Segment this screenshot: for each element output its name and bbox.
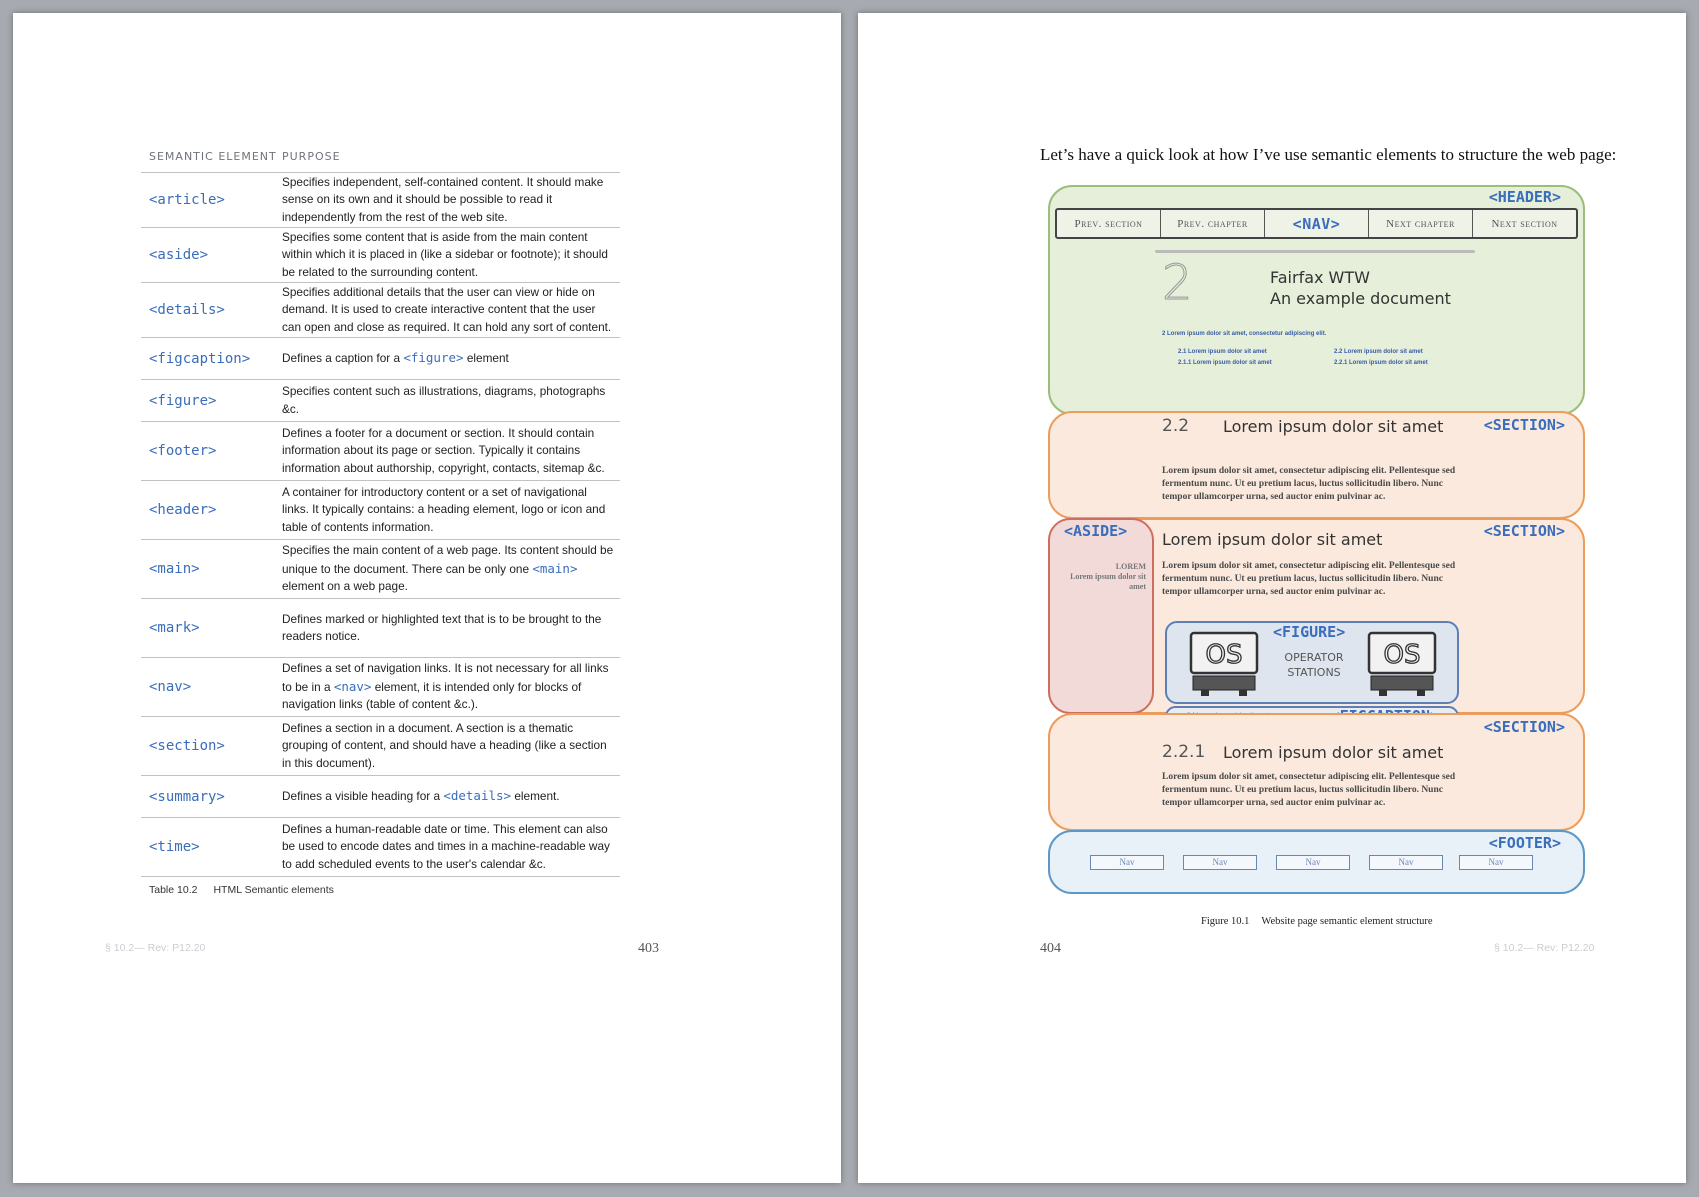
purpose-cell: Specifies some content that is aside from the main content within which it is placed in (like a sidebar or footnote); it should be related to the surrounding content. — [282, 229, 608, 279]
table-row — [141, 228, 620, 283]
element-cell: <nav> — [149, 679, 192, 695]
element-cell: <details> — [149, 302, 225, 318]
semantic-elements-table — [141, 141, 620, 877]
chapter-title: Fairfax WTW An example document — [1270, 268, 1451, 308]
table-row — [141, 380, 620, 422]
purpose-cell: Defines marked or highlighted text that is to be brought to the readers notice. — [282, 611, 602, 643]
purpose-cell: Specifies additional details that the user can view or hide on demand. It is used to create interactive content that the user can open and close as required. It can hold any sort of content. — [282, 284, 612, 334]
title-rule — [1155, 250, 1475, 253]
element-cell: <summary> — [149, 788, 225, 805]
element-cell: <mark> — [149, 620, 200, 636]
purpose-cell: Specifies the main content of a web page. Its content should be unique to the document. There can be only one <main> element on a web page. — [282, 543, 614, 594]
section-block-1 — [1048, 411, 1585, 519]
footer-tag: <FOOTER> — [1488, 834, 1561, 852]
right-page — [858, 13, 1686, 1183]
table-header — [141, 141, 620, 173]
section-tag: <SECTION> — [1483, 718, 1565, 736]
footer-nav-link[interactable]: Nav — [1459, 855, 1533, 870]
table-row — [141, 283, 620, 338]
inline-code: <main> — [532, 560, 578, 576]
section-title: Lorem ipsum dolor sit amet — [1162, 530, 1383, 549]
purpose-cell: Specifies content such as illustrations, diagrams, photographs &c. — [282, 384, 606, 416]
monitor-label: OS — [1383, 640, 1421, 670]
table-row — [141, 173, 620, 228]
nav-prev-chapter[interactable]: Prev. chapter — [1161, 210, 1265, 237]
nav-prev-section[interactable]: Prev. section — [1057, 210, 1161, 237]
toc-item[interactable]: 2.1 Lorem ipsum dolor sit amet — [1178, 349, 1267, 355]
aside-block — [1048, 518, 1154, 714]
monitor-icon — [1367, 631, 1437, 697]
purpose-cell: Defines a visible heading for a <details> element. — [282, 788, 560, 804]
section-block-3 — [1048, 713, 1585, 831]
aside-tag: <ASIDE> — [1064, 522, 1128, 540]
element-cell: <figure> — [149, 392, 217, 409]
table-row — [141, 717, 620, 776]
table-row — [141, 818, 620, 877]
figure-caption: Figure 10.1 Website page semantic element structure — [1201, 916, 1433, 927]
intro-text: Let’s have a quick look at how I’ve use semantic elements to structure the web page: — [1040, 145, 1617, 164]
element-cell: <footer> — [149, 443, 217, 459]
aside-text: LOREM Lorem ipsum dolor sit amet — [1070, 562, 1146, 591]
figure-tag: <FIGURE> — [1273, 623, 1346, 641]
operator-stations-label: OPERATOR STATIONS — [1284, 651, 1344, 679]
nav-tag: <NAV> — [1265, 210, 1369, 237]
table-row — [141, 540, 620, 599]
lorem-paragraph: Lorem ipsum dolor sit amet, consectetur adipiscing elit. Pellentesque sed fermentum nunc. Ut eu pretium lacus, luctus sollicitudin libero. Nunc tempor ullamcorper urna, sed auctor enim pulvinar ac. — [1162, 772, 1456, 808]
lorem-paragraph: Lorem ipsum dolor sit amet, consectetur adipiscing elit. Pellentesque sed fermentum nunc. Ut eu pretium lacus, luctus sollicitudin libero. Nunc tempor ullamcorper urna, sed auctor enim pulvinar ac. — [1162, 561, 1456, 597]
purpose-cell: Defines a footer for a document or section. It should contain information about its page or section. Typically it contains information about authorship, copyright, contacts, sitemap &c. — [282, 425, 605, 475]
table-row — [141, 658, 620, 717]
element-cell: <article> — [149, 192, 225, 208]
table-row — [141, 599, 620, 658]
element-cell: <main> — [149, 561, 200, 577]
footer-nav-link[interactable]: Nav — [1090, 855, 1164, 870]
header-semantic-element: SEMANTIC ELEMENT — [149, 150, 277, 163]
footer-reference: § 10.2— Rev: P12.20 — [1494, 942, 1595, 954]
toc-item[interactable]: 2.1.1 Lorem ipsum dolor sit amet — [1178, 360, 1272, 366]
section-title: Lorem ipsum dolor sit amet — [1223, 417, 1444, 436]
table-row — [141, 422, 620, 481]
inline-code: <details> — [443, 788, 512, 804]
footer-nav-link[interactable]: Nav — [1183, 855, 1257, 870]
toc-item[interactable]: 2.2 Lorem ipsum dolor sit amet — [1334, 349, 1423, 355]
inline-code: <nav> — [333, 678, 372, 694]
footer-nav-link[interactable]: Nav — [1369, 855, 1443, 870]
purpose-cell: Defines a set of navigation links. It is not necessary for all links to be in a <nav> element, it is intended only for blocks of navigation links (table of content &c.). — [282, 661, 609, 712]
header-block — [1048, 185, 1585, 415]
purpose-cell: Specifies independent, self-contained content. It should make sense on its own and it should be possible to read it independently from the rest of the web site. — [282, 174, 604, 224]
element-cell: <figcaption> — [149, 350, 251, 367]
nav-next-chapter[interactable]: Next chapter — [1369, 210, 1473, 237]
table-row — [141, 776, 620, 818]
section-title: Lorem ipsum dolor sit amet — [1223, 743, 1444, 762]
section-number: 2.2.1 — [1162, 742, 1206, 762]
section-tag: <SECTION> — [1483, 416, 1565, 434]
header-purpose: PURPOSE — [282, 150, 341, 163]
element-cell: <aside> — [149, 247, 209, 263]
purpose-cell: Defines a caption for a <figure> element — [282, 350, 509, 366]
toc-item[interactable]: 2.2.1 Lorem ipsum dolor sit amet — [1334, 360, 1428, 366]
toc-main[interactable]: 2 Lorem ipsum dolor sit amet, consectetur adipiscing elit. — [1162, 331, 1327, 337]
element-cell: <header> — [149, 502, 217, 518]
section-tag: <SECTION> — [1483, 522, 1565, 540]
lorem-paragraph: Lorem ipsum dolor sit amet, consectetur adipiscing elit. Pellentesque sed fermentum nunc. Ut eu pretium lacus, luctus sollicitudin libero. Nunc tempor ullamcorper urna, sed auctor enim pulvinar ac. — [1162, 466, 1456, 502]
element-cell: <time> — [149, 839, 200, 855]
element-cell: <section> — [149, 738, 225, 754]
monitor-icon — [1189, 631, 1259, 697]
chapter-number: 2 — [1162, 255, 1193, 311]
header-tag: <HEADER> — [1488, 188, 1561, 206]
nav-next-section[interactable]: Next section — [1491, 217, 1558, 230]
purpose-cell: Defines a human-readable date or time. This element can also be used to encode dates and times in a machine-readable way to add scheduled events to the user's calendar &c. — [282, 821, 610, 871]
footer-reference: § 10.2— Rev: P12.20 — [105, 942, 206, 954]
purpose-cell: A container for introductory content or a set of navigational links. It typically contains: a heading element, logo or icon and table of contents information. — [282, 484, 606, 534]
figure-block — [1165, 621, 1459, 704]
purpose-cell: Defines a section in a document. A section is a thematic grouping of content, and should have a heading (like a section in this document). — [282, 720, 607, 770]
table-caption: Table 10.2 HTML Semantic elements — [149, 884, 334, 896]
monitor-label: OS — [1205, 640, 1243, 670]
table-row — [141, 481, 620, 540]
table-row — [141, 338, 620, 380]
left-page — [13, 13, 841, 1183]
section-number: 2.2 — [1162, 416, 1190, 436]
nav-bar — [1055, 208, 1578, 239]
page-number: 403 — [638, 941, 659, 956]
inline-code: <figure> — [403, 350, 464, 366]
footer-nav-link[interactable]: Nav — [1276, 855, 1350, 870]
semantic-structure-figure — [1048, 185, 1585, 913]
page-number: 404 — [1040, 941, 1061, 956]
